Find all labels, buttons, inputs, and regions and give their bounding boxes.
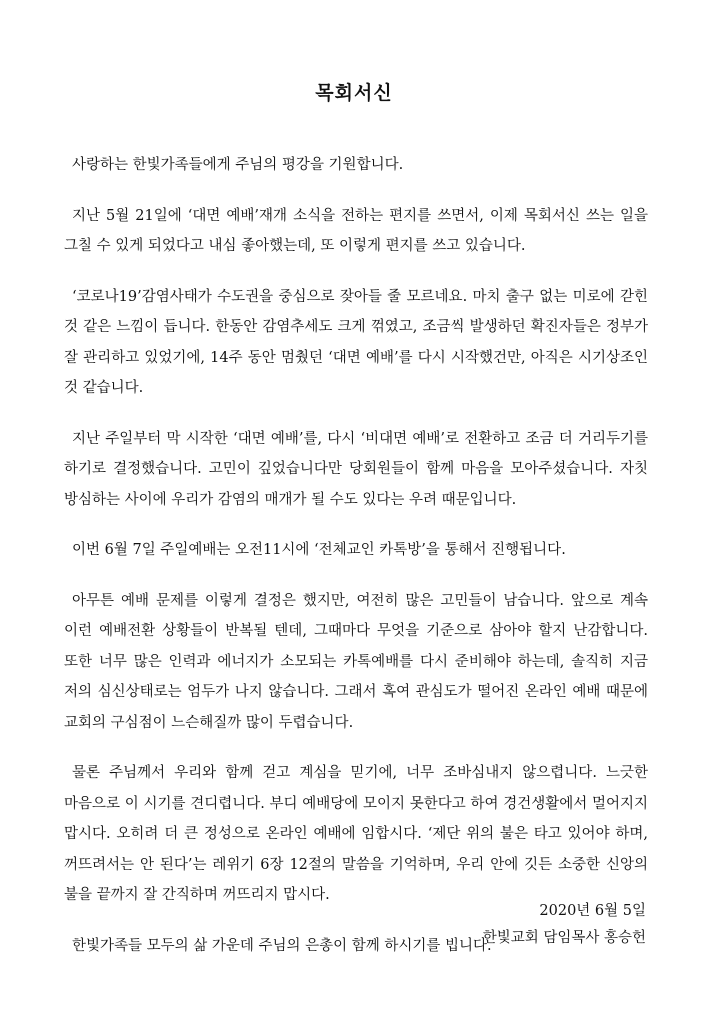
paragraph-6: 물론 주님께서 우리와 함께 걷고 계심을 믿기에, 너무 조바심내지 않으렵니다. 느긋한 마음으로 이 시기를 견디렵니다. 부디 예배당에 모이지 못한다고 하여 경건생활에서 멀어지지 맙시다. 오히려 더 큰 정성으로 온라인 예배에 임합시다. ‘제단 위의 불은 타고 있어야 하며, 꺼뜨려서는 안 된다’는 레위기 6장 12절의 말씀을 기억하며, 우리 안에 깃든 소중한 신앙의 불을 끝까지 잘 간직하며 꺼뜨리지 맙시다. <box>64 765 648 903</box>
paragraph-3: 지난 주일부터 막 시작한 ‘대면 예배’를, 다시 ‘비대면 예배’로 전환하고 조금 더 거리두기를 하기로 결정했습니다. 고민이 깊었습니다만 당회원들이 함께 마음을 모아주셨습니다. 자칫 방심하는 사이에 우리가 감염의 매개가 될 수도 있다는 우려 때문입니다. <box>64 430 648 508</box>
paragraph-1: 지난 5월 21일에 ‘대면 예배’재개 소식을 전하는 편지를 쓰면서, 이제 목회서신 쓰는 일을 그칠 수 있게 되었다고 내심 좋아했는데, 또 이렇게 편지를 쓰고 있습니다. <box>64 207 648 254</box>
paragraph-5: 아무튼 예배 문제를 이렇게 결정은 했지만, 여전히 많은 고민들이 남습니다. 앞으로 계속 이런 예배전환 상황들이 반복될 텐데, 그때마다 무엇을 기준으로 삼아야 할지 난감합니다. 또한 너무 많은 인력과 에너지가 소모되는 카톡예배를 다시 준비해야 하는데, 솔직히 지금 저의 심신상태로는 엄두가 나지 않습니다. 그래서 혹여 관심도가 떨어진 온라인 예배 때문에 교회의 구심점이 느슨해질까 많이 두렵습니다. <box>64 592 648 731</box>
paragraph-greeting: 사랑하는 한빛가족들에게 주님의 평강을 기원합니다. <box>72 157 404 173</box>
paragraph-2: ‘코로나19’감염사태가 수도권을 중심으로 잦아들 줄 모르네요. 마치 출구 없는 미로에 갇힌 것 같은 느낌이 듭니다. 한동안 감염추세도 크게 꺾였고, 조금씩 발생하던 확진자들은 정부가 잘 관리하고 있었기에, 14주 동안 멈췄던 ‘대면 예배’를 다시 시작했건만, 아직은 시기상조인 것 같습니다. <box>64 288 648 396</box>
signature-name: 한빛교회 담임목사 홍승헌 <box>482 930 646 946</box>
signature-block <box>483 898 646 952</box>
letter-body <box>64 150 648 981</box>
letter-date: 2020년 6월 5일 <box>539 903 646 919</box>
document-title: 목회서신 <box>315 82 393 104</box>
paragraph-closing: 한빛가족들 모두의 삶 가운데 주님의 은총이 함께 하시기를 빕니다. <box>72 937 492 954</box>
paragraph-4: 이번 6월 7일 주일예배는 오전11시에 ‘전체교인 카톡방’을 통해서 진행됩니다. <box>72 542 566 558</box>
